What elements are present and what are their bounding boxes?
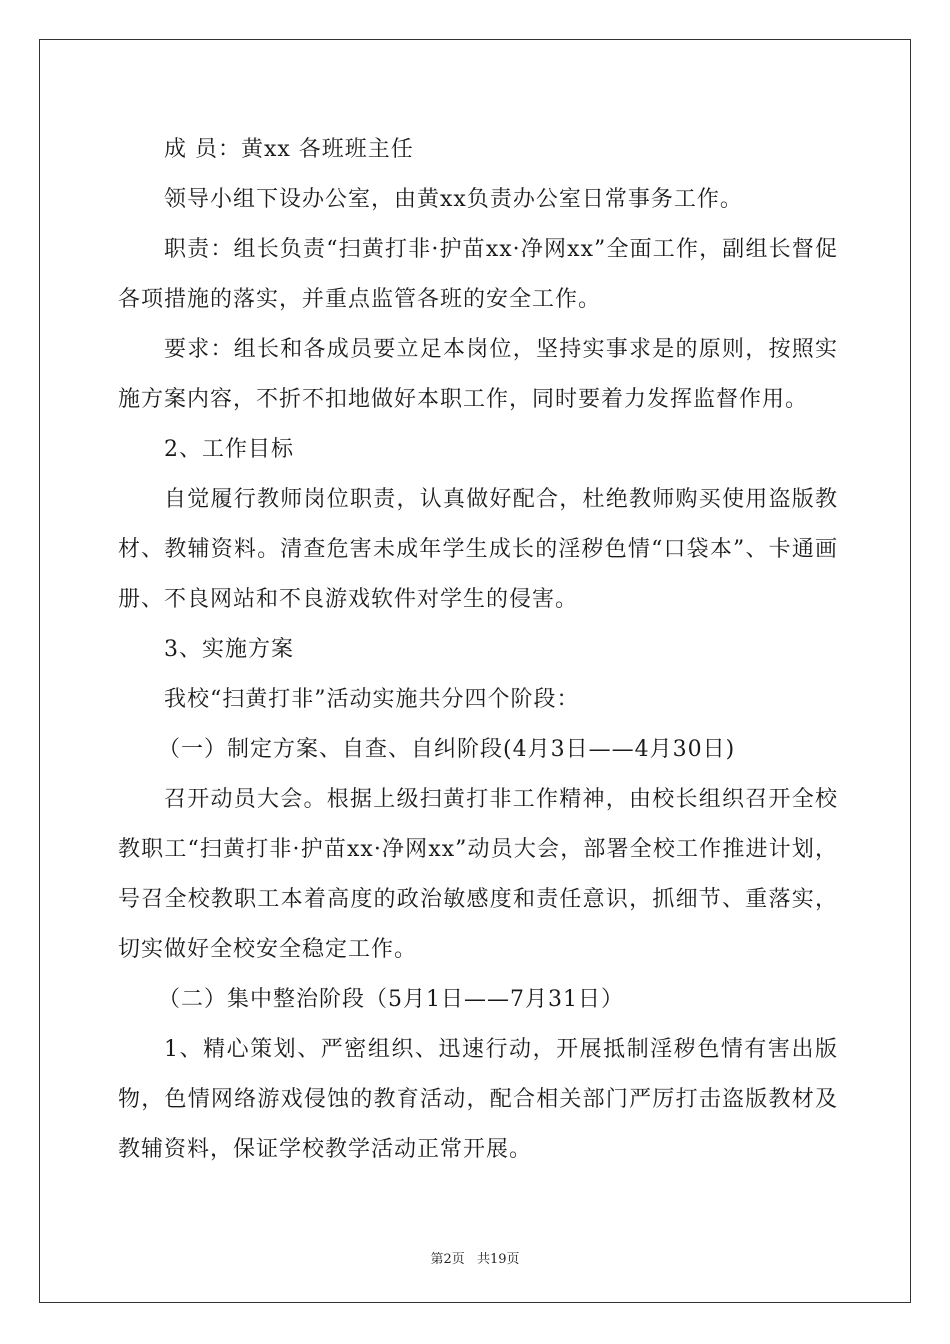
stage-heading-two: （二）集中整治阶段（5月1日——7月31日） (158, 987, 624, 1012)
paragraph-mobilization: 召开动员大会。根据上级扫黄打非工作精神，由校长组织召开全校教职工“扫黄打非·护苗xx·净网xx”动员大会，部署全校工作推进计划，号召全校教职工本着高度的政治敏感度和责任意识，抓细节、重落实，切实做好全校安全稳定工作。 (118, 787, 838, 962)
paragraph-stages-intro: 我校“扫黄打非”活动实施共分四个阶段： (164, 687, 580, 712)
paragraph-office: 领导小组下设办公室，由黄xx负责办公室日常事务工作。 (164, 187, 743, 212)
section-heading-goals: 2、工作目标 (164, 437, 294, 462)
paragraph-campaign: 1、精心策划、严密组织、迅速行动，开展抵制淫秽色情有害出版物，色情网络游戏侵蚀的教育活动，配合相关部门严厉打击盗版教材及教辅资料，保证学校教学活动正常开展。 (118, 1037, 838, 1162)
page-number: 第2页 (430, 1252, 465, 1267)
paragraph-duties: 职责：组长负责“扫黄打非·护苗xx·净网xx”全面工作，副组长督促各项措施的落实，并重点监管各班的安全工作。 (118, 237, 838, 312)
paragraph-requirements: 要求：组长和各成员要立足本岗位，坚持实事求是的原则，按照实施方案内容，不折不扣地做好本职工作，同时要着力发挥监督作用。 (118, 337, 838, 412)
page-footer (0, 1248, 950, 1267)
paragraph-goals: 自觉履行教师岗位职责，认真做好配合，杜绝教师购买使用盗版教材、教辅资料。清查危害未成年学生成长的淫秽色情“口袋本”、卡通画册、不良网站和不良游戏软件对学生的侵害。 (118, 487, 838, 612)
document-body (118, 125, 838, 1175)
section-heading-plan: 3、实施方案 (164, 637, 294, 662)
page-total: 共19页 (476, 1252, 520, 1267)
stage-heading-one: （一）制定方案、自查、自纠阶段(4月3日——4月30日) (158, 737, 736, 762)
paragraph-members: 成 员：黄xx 各班班主任 (164, 137, 414, 162)
